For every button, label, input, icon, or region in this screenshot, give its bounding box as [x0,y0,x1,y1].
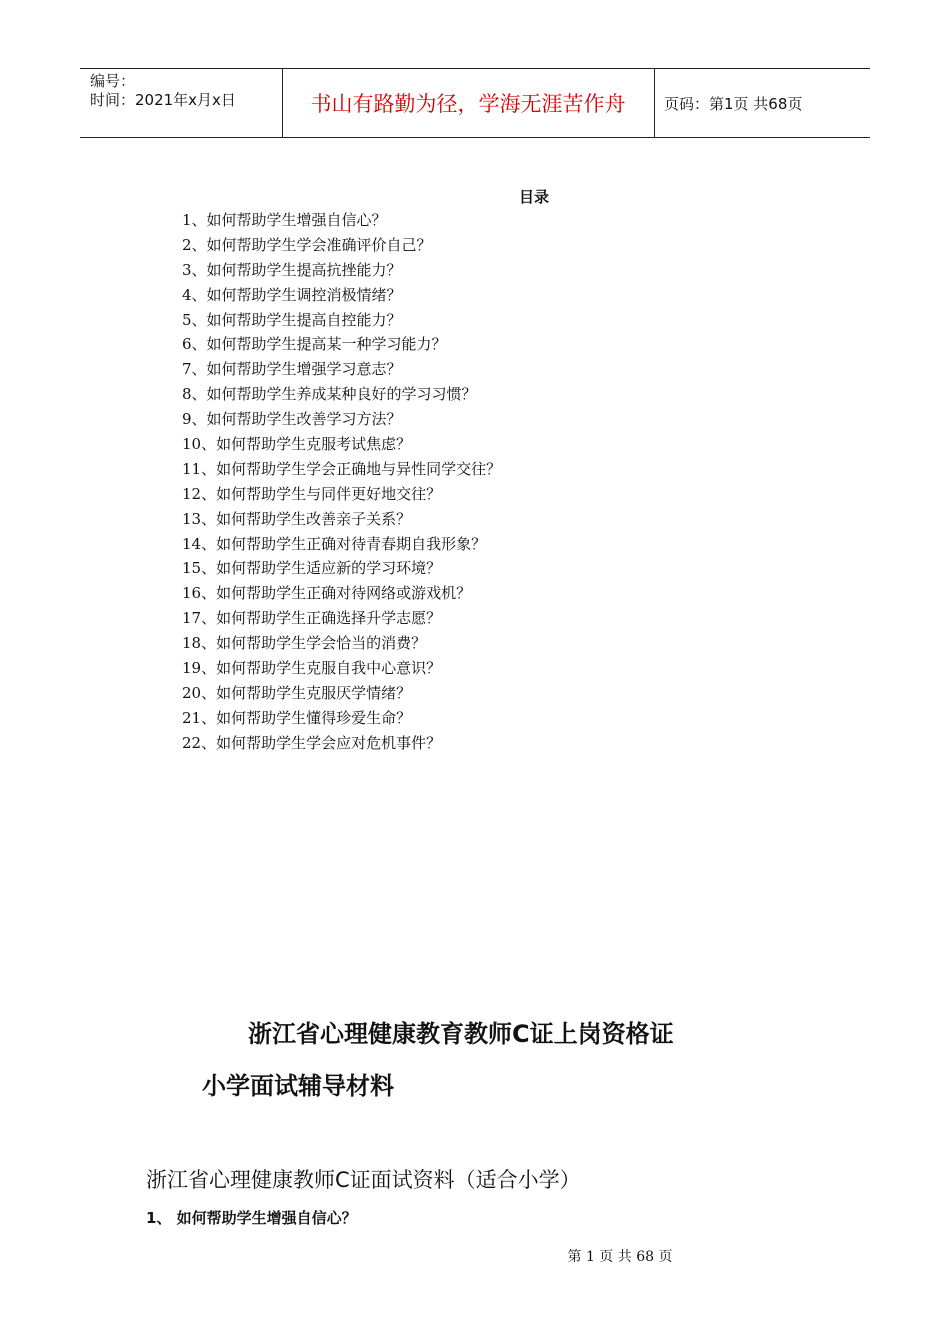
toc-item: 15、如何帮助学生适应新的学习环境？ [182,559,442,578]
header-motto: 书山有路勤为径，学海无涯苦作舟 [310,92,626,116]
toc-item: 5、如何帮助学生提高自控能力？ [182,310,402,329]
page-footer: 第 1 页 共 68 页 [567,1249,673,1265]
toc-item: 14、如何帮助学生正确对待青春期自我形象？ [182,534,487,553]
toc-item: 3、如何帮助学生提高抗挫能力？ [182,260,402,279]
toc-item: 4、如何帮助学生调控消极情绪？ [182,285,402,304]
toc-item: 7、如何帮助学生增强学习意志？ [182,360,402,379]
toc-item: 1、如何帮助学生增强自信心？ [182,211,387,229]
toc-item: 16、如何帮助学生正确对待网络或游戏机？ [182,584,472,603]
toc-item: 10、如何帮助学生克服考试焦虑？ [182,435,412,454]
header-divider [654,69,655,137]
document-subtitle: 小学面试辅导材料 [202,1072,394,1100]
toc-item: 12、如何帮助学生与同伴更好地交往？ [182,484,442,503]
section-heading: 浙江省心理健康教师C证面试资料（适合小学） [146,1168,581,1192]
toc-item: 19、如何帮助学生克服自我中心意识？ [182,659,442,678]
question-heading: 1、 如何帮助学生增强自信心？ [146,1209,357,1227]
toc-item: 11、如何帮助学生学会正确地与异性同学交往？ [182,459,502,478]
toc-item: 18、如何帮助学生学会恰当的消费？ [182,634,427,653]
page-header-table [80,68,870,138]
header-page-info: 页码：第1页 共68页 [664,94,803,113]
table-of-contents [182,208,501,756]
toc-item: 17、如何帮助学生正确选择升学志愿？ [182,609,442,628]
document-title: 浙江省心理健康教育教师C证上岗资格证 [248,1020,674,1048]
toc-item: 22、如何帮助学生学会应对危机事件？ [182,733,442,752]
toc-item: 13、如何帮助学生改善亲子关系？ [182,509,412,528]
toc-title: 目录 [518,188,549,206]
toc-item: 9、如何帮助学生改善学习方法？ [182,410,402,429]
toc-item: 6、如何帮助学生提高某一种学习能力？ [182,335,447,354]
toc-item: 8、如何帮助学生养成某种良好的学习习惯？ [182,385,477,404]
number-label: 编号： [90,72,136,90]
header-left-cell [90,72,280,110]
toc-item: 2、如何帮助学生学会准确评价自己？ [182,235,432,254]
toc-item: 21、如何帮助学生懂得珍爱生命？ [182,708,412,727]
time-label: 时间：2021年x月x日 [90,91,236,109]
toc-item: 20、如何帮助学生克服厌学情绪？ [182,683,412,702]
